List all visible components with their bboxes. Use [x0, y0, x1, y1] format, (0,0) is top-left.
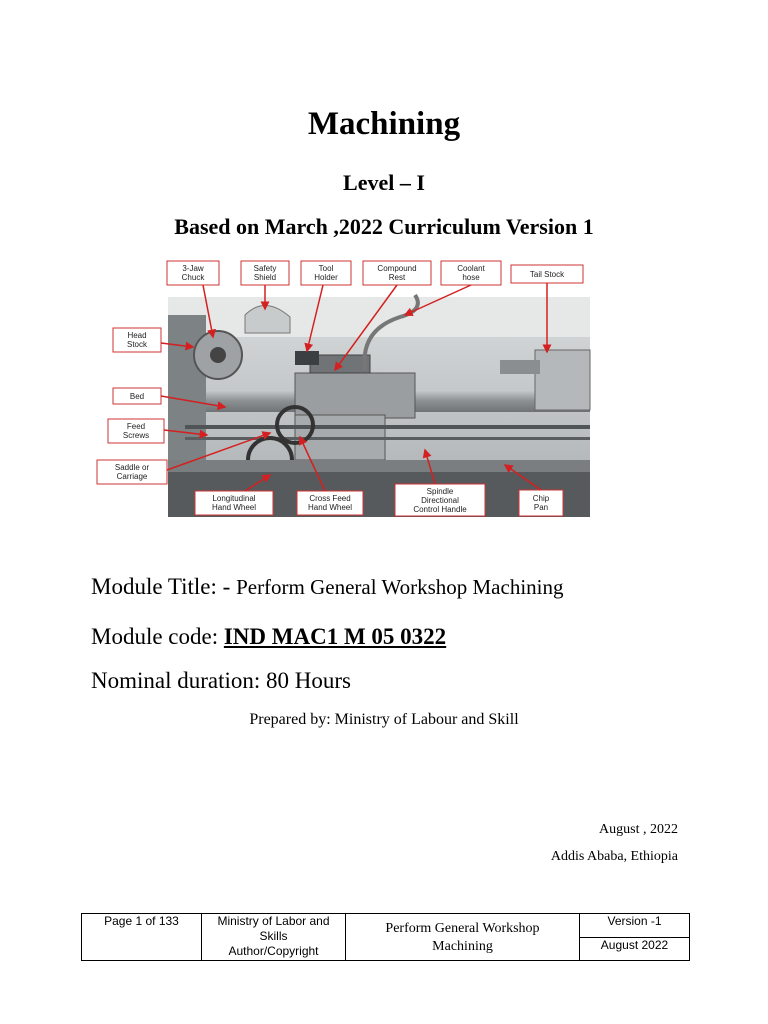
module-code-label: Module code:	[91, 624, 224, 649]
label-spindle-handle	[395, 484, 485, 516]
page-number: Page 1 of 133	[104, 914, 179, 928]
publication-place: Addis Ababa, Ethiopia	[550, 849, 678, 864]
label-saddle	[97, 460, 167, 484]
svg-text:hose: hose	[462, 273, 480, 282]
svg-text:Carriage: Carriage	[116, 472, 148, 481]
module-code-value: IND MAC1 M 05 0322	[223, 624, 447, 649]
label-bed	[113, 388, 161, 404]
lathe-figure	[95, 255, 595, 520]
svg-text:Compound: Compound	[377, 264, 417, 273]
module-title	[91, 574, 564, 600]
label-feed-screws	[108, 419, 164, 443]
svg-text:Shield: Shield	[253, 273, 277, 282]
svg-text:Tool: Tool	[318, 264, 334, 273]
footer-org-line1: Ministry of Labor and	[217, 914, 330, 928]
label-coolant-hose	[441, 261, 501, 285]
svg-text:Spindle: Spindle	[426, 487, 454, 496]
svg-text:Cross Feed: Cross Feed	[309, 494, 351, 503]
footer-table	[81, 913, 690, 961]
module-title-value: Perform General Workshop Machining	[236, 575, 564, 599]
footer-org-cell	[202, 914, 346, 961]
svg-text:Longitudinal: Longitudinal	[212, 494, 256, 503]
svg-text:Saddle or: Saddle or	[114, 463, 150, 472]
svg-text:Rest: Rest	[388, 273, 406, 282]
footer-version-cell	[580, 914, 690, 961]
svg-text:Directional: Directional	[421, 496, 459, 505]
svg-text:Safety: Safety	[253, 264, 277, 273]
label-jaw-chuck	[167, 261, 219, 285]
prepared-by: Prepared by: Ministry of Labour and Skill	[249, 711, 519, 728]
svg-text:Control Handle: Control Handle	[413, 505, 467, 514]
svg-text:3-Jaw: 3-Jaw	[182, 264, 204, 273]
footer-date: August 2022	[580, 937, 689, 961]
nominal-duration	[91, 668, 351, 694]
svg-text:Chip: Chip	[532, 494, 550, 503]
svg-text:Head: Head	[127, 331, 147, 340]
duration-label: Nominal duration:	[91, 668, 267, 693]
document-level: Level – I	[343, 170, 425, 195]
publication-date: August , 2022	[599, 822, 678, 837]
duration-value: 80 Hours	[266, 668, 352, 693]
footer-module-line2: Machining	[432, 938, 493, 954]
footer-org-line3: Author/Copyright	[228, 944, 319, 958]
svg-text:Pan: Pan	[533, 503, 549, 512]
curriculum-basis: Based on March ,2022 Curriculum Version 1	[174, 214, 594, 239]
label-long-wheel	[195, 491, 273, 515]
label-chip-pan	[519, 490, 563, 516]
footer-module-line1: Perform General Workshop	[385, 920, 540, 936]
footer-page-cell	[82, 914, 202, 961]
label-tail-stock	[511, 265, 583, 283]
label-head-stock	[113, 328, 161, 352]
svg-text:Tail Stock: Tail Stock	[529, 270, 565, 279]
svg-text:Chuck: Chuck	[181, 273, 205, 282]
svg-text:Hand Wheel: Hand Wheel	[211, 503, 257, 512]
label-compound-rest	[363, 261, 431, 285]
svg-text:Screws: Screws	[122, 431, 150, 440]
footer-module-cell	[346, 914, 580, 961]
label-safety-shield	[241, 261, 289, 285]
footer-org-line2: Skills	[259, 929, 288, 943]
svg-text:Feed: Feed	[126, 422, 146, 431]
svg-text:Hand Wheel: Hand Wheel	[307, 503, 353, 512]
svg-text:Bed: Bed	[129, 392, 145, 401]
footer-version: Version -1	[607, 914, 662, 928]
document-title: Machining	[307, 106, 461, 142]
module-code	[91, 624, 446, 650]
svg-text:Stock: Stock	[126, 340, 148, 349]
label-cross-wheel	[297, 491, 363, 515]
svg-text:Coolant: Coolant	[457, 264, 485, 273]
svg-text:Holder: Holder	[314, 273, 338, 282]
module-title-label: Module Title: -	[91, 574, 237, 599]
label-tool-holder	[301, 261, 351, 285]
